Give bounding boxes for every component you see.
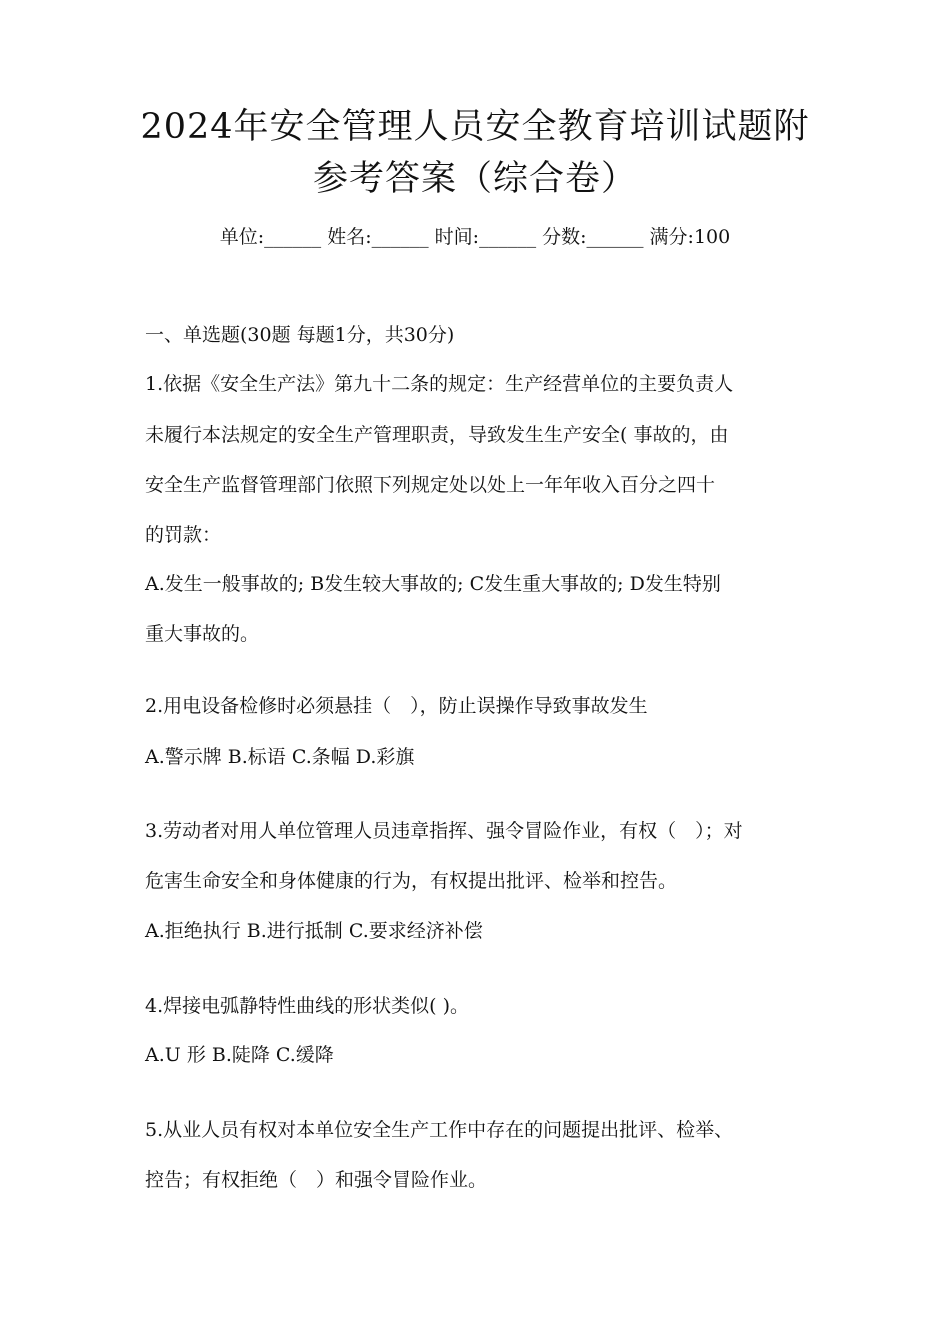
section-heading: 一、单选题(30题 每题1分，共30分): [145, 324, 455, 346]
question-4-line-1: 4.焊接电弧静特性曲线的形状类似( )。: [145, 995, 469, 1017]
document-title-line-1: 2024年安全管理人员安全教育培训试题附: [140, 107, 810, 147]
question-1-line-3: 安全生产监督管理部门依照下列规定处以处上一年年收入百分之四十: [145, 474, 716, 496]
question-4-options: A.U 形 B.陡降 C.缓降: [145, 1044, 334, 1066]
question-5-line-1: 5.从业人员有权对本单位安全生产工作中存在的问题提出批评、检举、: [145, 1119, 734, 1141]
question-3-line-2: 危害生命安全和身体健康的行为，有权提出批评、检举和控告。: [145, 870, 678, 892]
question-1-line-1: 1.依据《安全生产法》第九十二条的规定：生产经营单位的主要负责人: [145, 373, 734, 395]
question-1-line-4: 的罚款：: [145, 524, 222, 546]
question-1-line-2: 未履行本法规定的安全生产管理职责，导致发生生产安全( 事故的，由: [145, 424, 729, 446]
question-3-options: A.拒绝执行 B.进行抵制 C.要求经济补偿: [145, 920, 483, 942]
question-3-line-1: 3.劳动者对用人单位管理人员违章指挥、强令冒险作业，有权（ ）；对: [145, 820, 743, 842]
exam-info-line: 单位:______ 姓名:______ 时间:______ 分数:______ 满分:100: [219, 226, 731, 248]
question-1-options-line-1: A.发生一般事故的; B发生较大事故的; C发生重大事故的; D发生特别: [145, 573, 721, 595]
document-title-line-2: 参考答案（综合卷）: [312, 159, 637, 199]
question-2-line-1: 2.用电设备检修时必须悬挂（ ），防止误操作导致事故发生: [145, 695, 648, 717]
question-1-options-line-2: 重大事故的。: [145, 623, 260, 645]
question-2-options: A.警示牌 B.标语 C.条幅 D.彩旗: [145, 746, 415, 768]
question-5-line-2: 控告；有权拒绝（ ）和强令冒险作业。: [145, 1169, 488, 1191]
